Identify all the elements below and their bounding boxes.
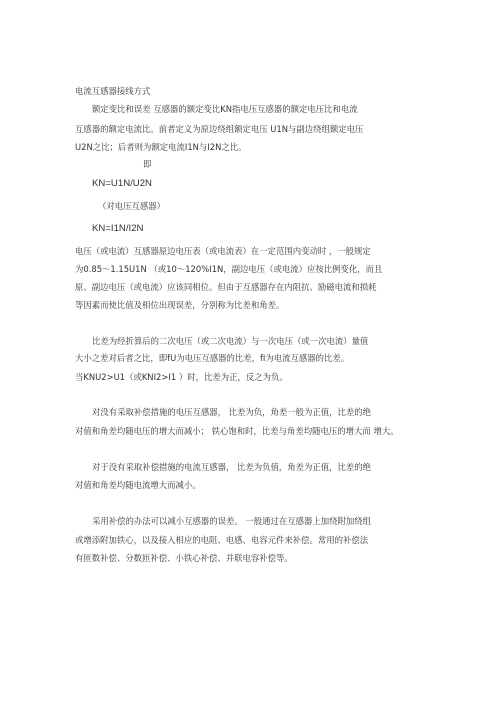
formula-current: KN=I1N/I2N (92, 223, 144, 234)
text-line: 对于没有采取补偿措施的电流互感器， 比差为负值，角差为正值，比差的绝 (92, 462, 372, 472)
text-line: 对值和角差均随电流增大而减小。 (75, 480, 201, 490)
text-line: 有匝数补偿、分数匝补偿、小铁心补偿、并联电容补偿等。 (75, 553, 293, 563)
text-ji: 即 (143, 159, 152, 169)
text-line: 额定变比和误差 互感器的额定变比KN指电压互感器的额定电压比和电流 (92, 104, 358, 114)
text-line: 为0.85～1.15U1N （或10～120%I1N，副边电压（或电流）应按比例变化，而且 (75, 264, 383, 274)
text-line: 电压（或电流）互感器原边电压表（或电流表）在一定范围内变动时 ，一般规定 (75, 246, 371, 256)
text-line: 等因素而使比值及相位出现误差，分别称为比差和角差。 (75, 300, 285, 310)
text-line: 互感器的额定电流比。前者定义为原边绕组额定电压 U1N与副边绕组额定电压 (75, 124, 364, 134)
text-line: 当KNU2>U1（或KNI2>I1 ）时，比差为正，反之为负。 (75, 372, 288, 382)
text-line: 比差为经折算后的二次电压（或二次电流）与一次电压（或一次电流）量值 (92, 336, 369, 346)
text-line: 对没有采取补偿措施的电压互感器， 比差为负，角差一般为正值，比差的绝 (92, 407, 372, 417)
note-voltage-transformer: （对电压互感器） (98, 201, 165, 211)
text-line: 或增添附加铁心，以及接入相应的电阻、电感、电容元件来补偿。常用的补偿法 (75, 535, 369, 545)
text-line: 采用补偿的办法可以减小互感器的误差。 一般通过在互感器上加绕附加绕组 (92, 516, 372, 526)
formula-voltage: KN=U1N/U2N (92, 178, 152, 189)
text-line: 原、副边电压（或电流）应该同相位。但由于互感器存在内阻抗、励磁电流和损耗 (75, 282, 377, 292)
text-line: 对值和角差均随电压的增大而减小； 铁心饱和时，比差与角差均随电压的增大而 增大。 (75, 426, 399, 436)
text-line: 大小之差对后者之比，即fU为电压互感器的比差，fI为电流互感器的比差。 (75, 353, 350, 363)
document-title: 电流互感器接线方式 (75, 86, 151, 96)
text-line: U2N之比；后者则为额定电流I1N与I2N之比。 (75, 142, 247, 152)
